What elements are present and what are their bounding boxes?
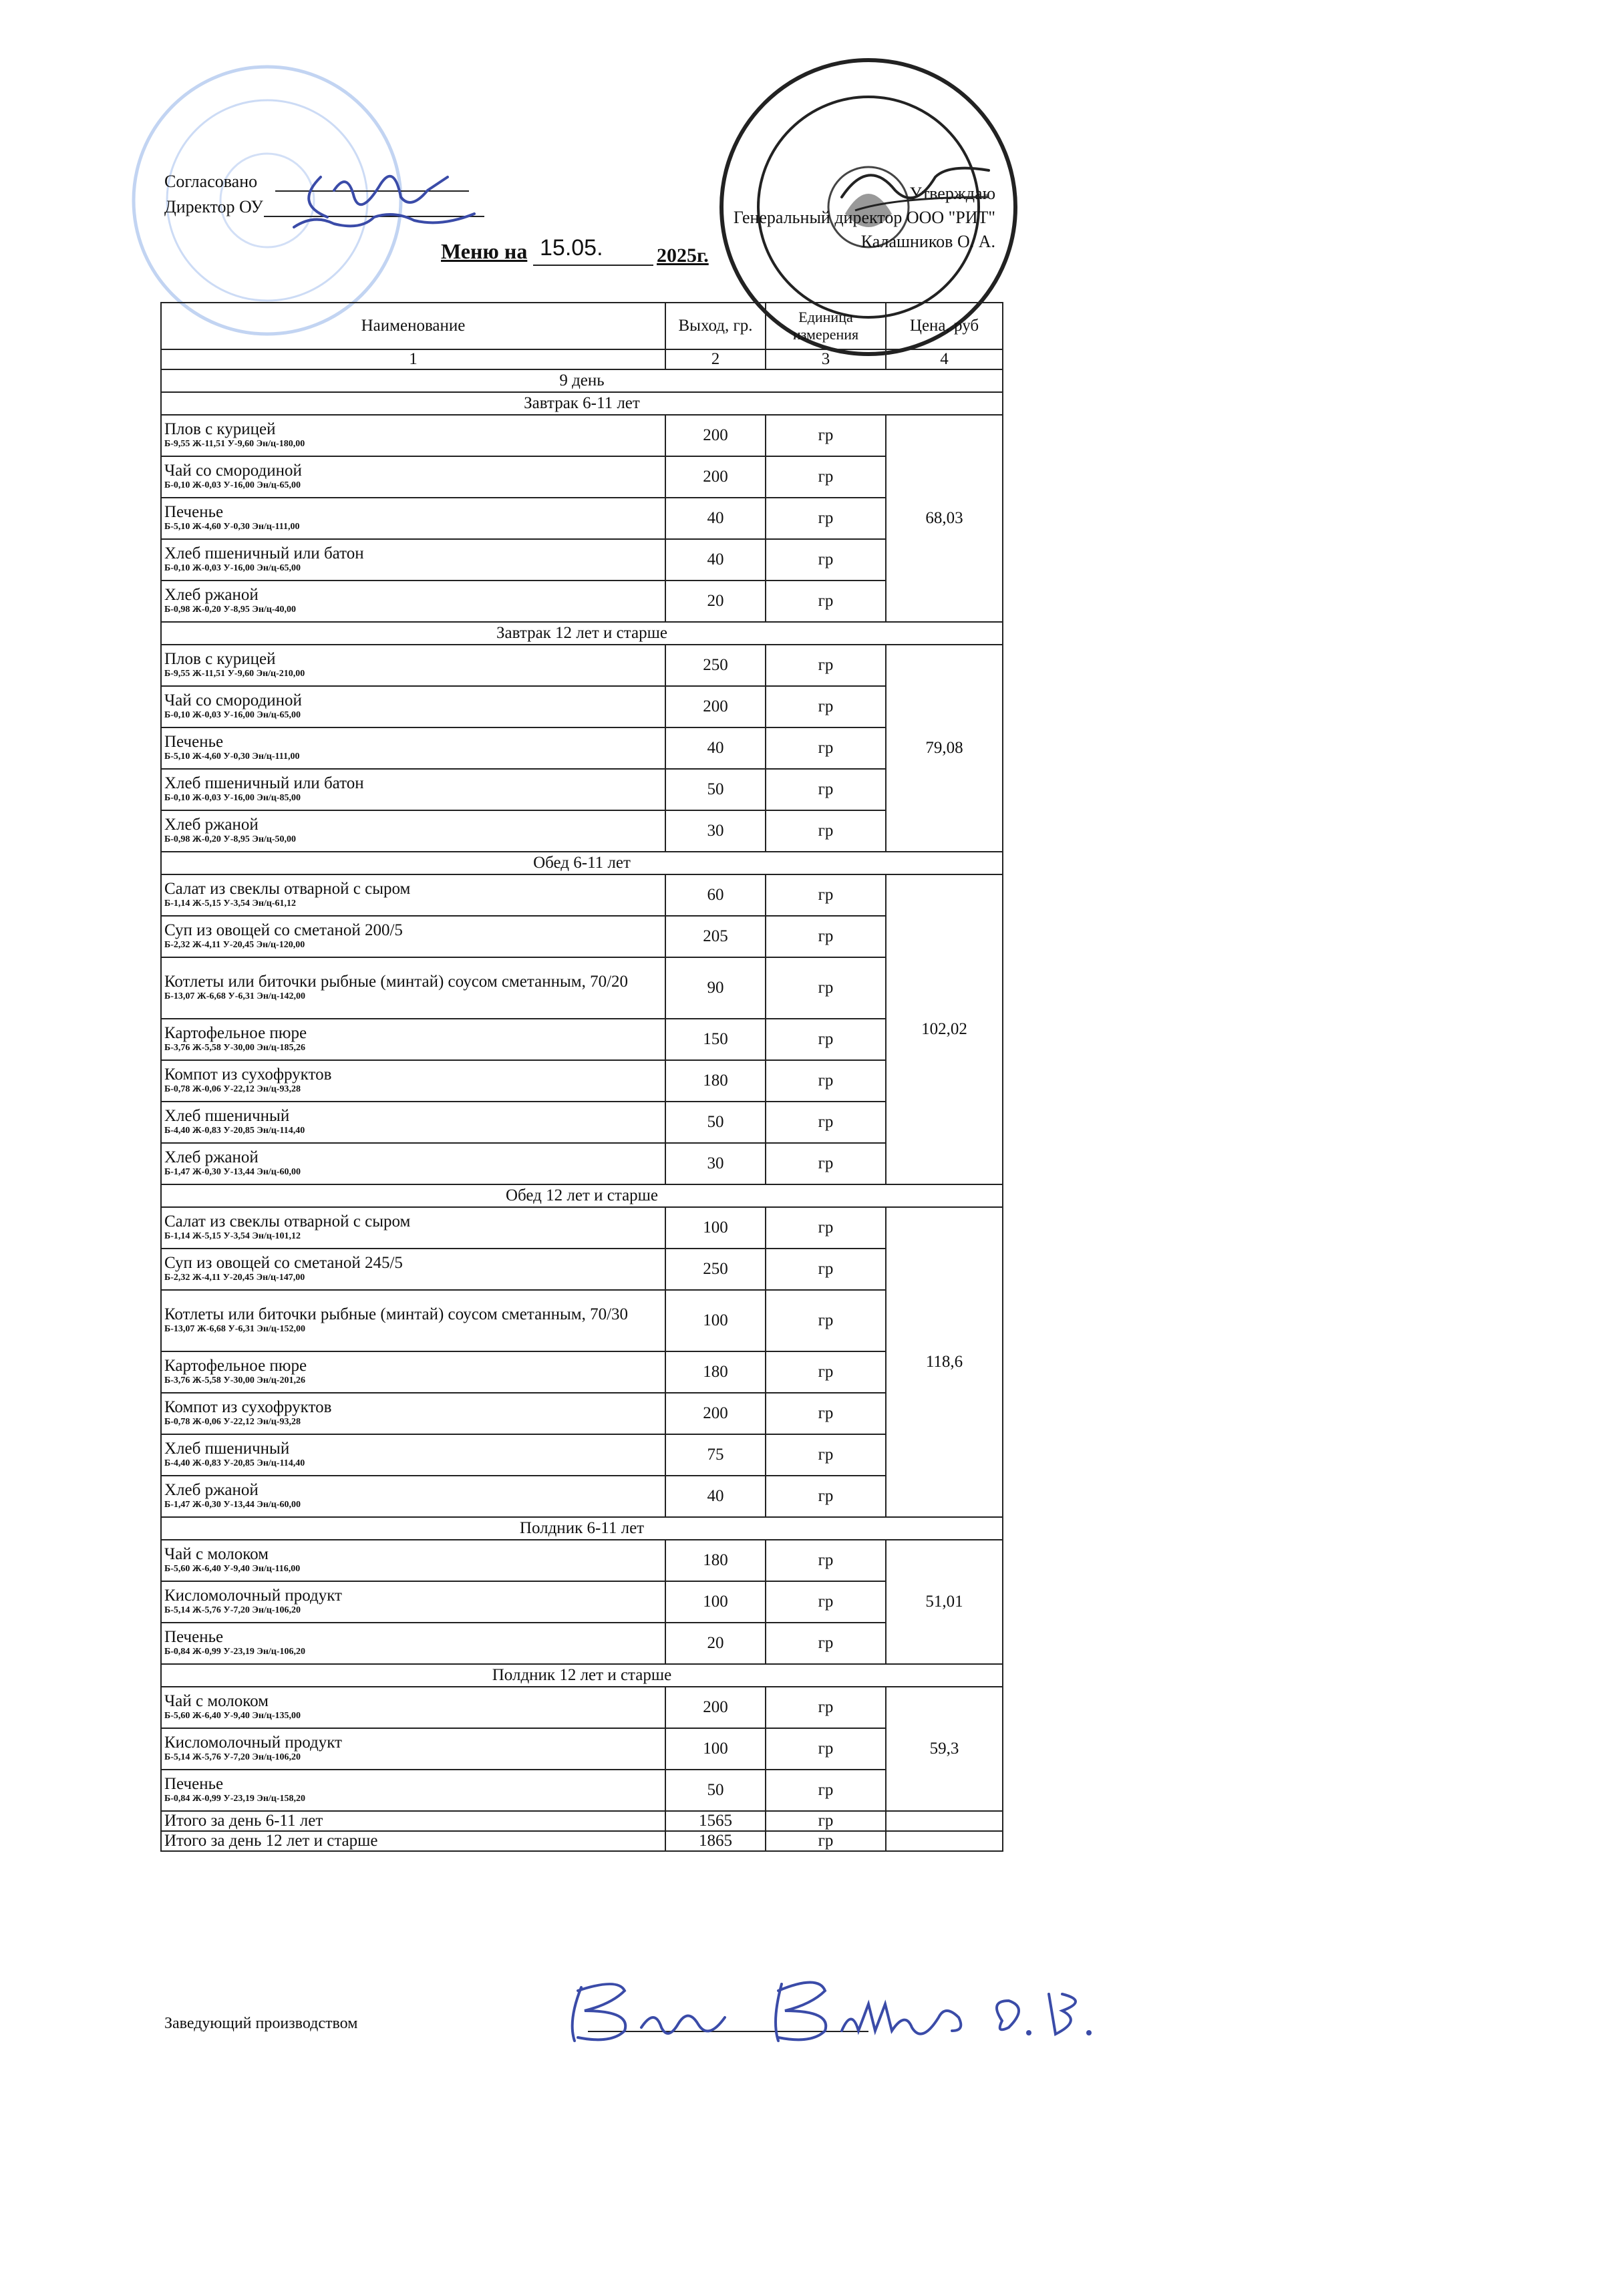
- section-price: 79,08: [886, 645, 1003, 852]
- menu-item-nutrition: Б-5,14 Ж-5,76 У-7,20 Эн/ц-106,20: [164, 1605, 301, 1615]
- menu-item-nutrition: Б-5,10 Ж-4,60 У-0,30 Эн/ц-111,00: [164, 752, 300, 762]
- menu-item-unit: гр: [766, 810, 886, 852]
- menu-item-cell: [161, 916, 665, 957]
- approval-right-position: Генеральный директор ООО "РИТ": [733, 208, 995, 227]
- menu-item-nutrition: Б-1,14 Ж-5,15 У-3,54 Эн/ц-61,12: [164, 898, 297, 909]
- menu-item-unit: гр: [766, 539, 886, 581]
- menu-item-name: Картофельное пюре: [164, 1024, 307, 1042]
- section-title: Полдник 6-11 лет: [161, 1517, 1003, 1540]
- section-title: Обед 6-11 лет: [161, 852, 1003, 874]
- menu-item-row: [161, 1687, 1003, 1728]
- menu-item-unit: гр: [766, 1351, 886, 1393]
- menu-item-unit: гр: [766, 1770, 886, 1811]
- section-price: 102,02: [886, 874, 1003, 1184]
- menu-item-output: 180: [665, 1060, 766, 1102]
- col-header-unit: Единица измерения: [766, 303, 886, 349]
- menu-date-line: [533, 265, 653, 266]
- menu-item-cell: [161, 1143, 665, 1184]
- total-row: [161, 1831, 1003, 1851]
- menu-item-output: 250: [665, 1249, 766, 1290]
- menu-item-nutrition: Б-4,40 Ж-0,83 У-20,85 Эн/ц-114,40: [164, 1126, 305, 1136]
- menu-item-cell: [161, 498, 665, 539]
- menu-item-row: [161, 1102, 1003, 1143]
- day-label: 9 день: [161, 369, 1003, 392]
- menu-item-cell: [161, 581, 665, 622]
- menu-item-output: 100: [665, 1290, 766, 1351]
- menu-item-row: [161, 1060, 1003, 1102]
- total-output: 1865: [665, 1831, 766, 1851]
- day-row: [161, 369, 1003, 392]
- menu-item-cell: [161, 1728, 665, 1770]
- menu-item-name: Хлеб пшеничный: [164, 1107, 290, 1125]
- menu-item-output: 50: [665, 769, 766, 810]
- menu-item-cell: [161, 1019, 665, 1060]
- menu-item-cell: [161, 1476, 665, 1517]
- menu-item-row: [161, 539, 1003, 581]
- menu-item-name: Котлеты или биточки рыбные (минтай) соусом сметанным, 70/20: [164, 973, 629, 991]
- menu-item-output: 75: [665, 1434, 766, 1476]
- menu-item-row: [161, 769, 1003, 810]
- menu-item-output: 50: [665, 1102, 766, 1143]
- menu-item-row: [161, 1770, 1003, 1811]
- menu-item-unit: гр: [766, 1728, 886, 1770]
- menu-item-cell: [161, 1540, 665, 1581]
- menu-item-unit: гр: [766, 1540, 886, 1581]
- menu-item-cell: [161, 874, 665, 916]
- menu-item-cell: [161, 686, 665, 727]
- approval-left-position: Директор ОУ: [164, 197, 263, 216]
- menu-item-cell: [161, 1060, 665, 1102]
- menu-item-row: [161, 874, 1003, 916]
- menu-item-output: 150: [665, 1019, 766, 1060]
- section-price: 118,6: [886, 1207, 1003, 1517]
- table-header-row: [161, 303, 1003, 349]
- menu-item-output: 200: [665, 1687, 766, 1728]
- menu-item-unit: гр: [766, 1019, 886, 1060]
- menu-item-unit: гр: [766, 727, 886, 769]
- menu-item-cell: [161, 1393, 665, 1434]
- footer-label: Заведующий производством: [164, 2015, 358, 2032]
- total-output: 1565: [665, 1811, 766, 1831]
- menu-item-unit: гр: [766, 415, 886, 456]
- menu-item-cell: [161, 1434, 665, 1476]
- col-number-2: 2: [665, 349, 766, 369]
- menu-item-nutrition: Б-3,76 Ж-5,58 У-30,00 Эн/ц-185,26: [164, 1043, 306, 1053]
- menu-item-name: Печенье: [164, 1775, 224, 1793]
- section-title: Полдник 12 лет и старше: [161, 1664, 1003, 1687]
- menu-item-name: Чай с молоком: [164, 1545, 269, 1563]
- menu-item-row: [161, 581, 1003, 622]
- menu-item-nutrition: Б-1,14 Ж-5,15 У-3,54 Эн/ц-101,12: [164, 1231, 301, 1241]
- menu-item-row: [161, 1143, 1003, 1184]
- menu-item-nutrition: Б-5,14 Ж-5,76 У-7,20 Эн/ц-106,20: [164, 1752, 301, 1762]
- menu-item-cell: [161, 810, 665, 852]
- menu-item-nutrition: Б-0,98 Ж-0,20 У-8,95 Эн/ц-50,00: [164, 834, 297, 844]
- menu-item-output: 180: [665, 1351, 766, 1393]
- col-number-1: 1: [161, 349, 665, 369]
- section-row: [161, 1517, 1003, 1540]
- menu-item-cell: [161, 1770, 665, 1811]
- menu-item-name: Чай со смородиной: [164, 462, 302, 480]
- menu-item-row: [161, 456, 1003, 498]
- total-row: [161, 1811, 1003, 1831]
- menu-item-unit: гр: [766, 1581, 886, 1623]
- menu-year: 2025г.: [657, 244, 709, 267]
- menu-table-body: [161, 303, 1003, 1851]
- menu-item-unit: гр: [766, 456, 886, 498]
- menu-item-row: [161, 1019, 1003, 1060]
- menu-item-cell: [161, 539, 665, 581]
- menu-item-output: 40: [665, 727, 766, 769]
- menu-item-nutrition: Б-2,32 Ж-4,11 У-20,45 Эн/ц-120,00: [164, 940, 305, 950]
- menu-item-cell: [161, 727, 665, 769]
- menu-item-row: [161, 1476, 1003, 1517]
- section-row: [161, 622, 1003, 645]
- menu-item-output: 100: [665, 1207, 766, 1249]
- menu-item-output: 40: [665, 539, 766, 581]
- section-row: [161, 392, 1003, 415]
- menu-item-nutrition: Б-0,10 Ж-0,03 У-16,00 Эн/ц-85,00: [164, 793, 301, 803]
- menu-item-row: [161, 1728, 1003, 1770]
- menu-item-unit: гр: [766, 645, 886, 686]
- menu-item-nutrition: Б-4,40 Ж-0,83 У-20,85 Эн/ц-114,40: [164, 1458, 305, 1468]
- menu-item-row: [161, 810, 1003, 852]
- approval-left-title: Согласовано: [164, 172, 258, 191]
- menu-item-nutrition: Б-13,07 Ж-6,68 У-6,31 Эн/ц-152,00: [164, 1324, 306, 1334]
- director-signature-icon: [281, 150, 494, 251]
- menu-item-nutrition: Б-1,47 Ж-0,30 У-13,44 Эн/ц-60,00: [164, 1167, 301, 1177]
- menu-item-output: 30: [665, 1143, 766, 1184]
- menu-item-row: [161, 415, 1003, 456]
- col-header-name: Наименование: [161, 303, 665, 349]
- menu-item-output: 30: [665, 810, 766, 852]
- menu-item-nutrition: Б-0,10 Ж-0,03 У-16,00 Эн/ц-65,00: [164, 563, 301, 573]
- section-row: [161, 1664, 1003, 1687]
- menu-item-unit: гр: [766, 1687, 886, 1728]
- menu-item-unit: гр: [766, 1476, 886, 1517]
- menu-item-name: Котлеты или биточки рыбные (минтай) соусом сметанным, 70/30: [164, 1305, 629, 1323]
- menu-item-name: Печенье: [164, 503, 224, 521]
- menu-item-output: 200: [665, 1393, 766, 1434]
- menu-item-cell: [161, 1351, 665, 1393]
- menu-item-row: [161, 645, 1003, 686]
- menu-item-output: 205: [665, 916, 766, 957]
- menu-item-output: 40: [665, 1476, 766, 1517]
- menu-item-name: Хлеб ржаной: [164, 816, 259, 834]
- menu-item-nutrition: Б-5,60 Ж-6,40 У-9,40 Эн/ц-116,00: [164, 1564, 301, 1574]
- menu-item-unit: гр: [766, 957, 886, 1019]
- menu-item-nutrition: Б-13,07 Ж-6,68 У-6,31 Эн/ц-142,00: [164, 991, 306, 1001]
- menu-item-unit: гр: [766, 1143, 886, 1184]
- menu-item-cell: [161, 1581, 665, 1623]
- menu-item-nutrition: Б-3,76 Ж-5,58 У-30,00 Эн/ц-201,26: [164, 1375, 306, 1385]
- col-header-price: Цена, руб: [886, 303, 1003, 349]
- menu-item-nutrition: Б-0,84 Ж-0,99 У-23,19 Эн/ц-158,20: [164, 1794, 306, 1804]
- menu-item-nutrition: Б-0,98 Ж-0,20 У-8,95 Эн/ц-40,00: [164, 605, 297, 615]
- menu-item-name: Хлеб ржаной: [164, 1481, 259, 1499]
- menu-item-unit: гр: [766, 1434, 886, 1476]
- menu-item-unit: гр: [766, 498, 886, 539]
- menu-item-row: [161, 727, 1003, 769]
- menu-item-name: Хлеб пшеничный или батон: [164, 544, 364, 562]
- menu-item-output: 100: [665, 1728, 766, 1770]
- menu-item-unit: гр: [766, 1393, 886, 1434]
- menu-item-output: 50: [665, 1770, 766, 1811]
- menu-item-unit: гр: [766, 1207, 886, 1249]
- menu-item-name: Компот из сухофруктов: [164, 1398, 332, 1416]
- col-number-4: 4: [886, 349, 1003, 369]
- menu-item-cell: [161, 645, 665, 686]
- menu-item-nutrition: Б-5,60 Ж-6,40 У-9,40 Эн/ц-135,00: [164, 1711, 301, 1721]
- menu-item-output: 20: [665, 581, 766, 622]
- menu-item-row: [161, 957, 1003, 1019]
- menu-item-name: Кисломолочный продукт: [164, 1734, 342, 1752]
- menu-item-nutrition: Б-9,55 Ж-11,51 У-9,60 Эн/ц-210,00: [164, 669, 305, 679]
- menu-item-name: Плов с курицей: [164, 650, 276, 668]
- menu-item-output: 250: [665, 645, 766, 686]
- menu-item-unit: гр: [766, 1290, 886, 1351]
- menu-item-name: Хлеб пшеничный или батон: [164, 774, 364, 792]
- approval-right-title: Утверждаю: [909, 184, 995, 203]
- menu-item-row: [161, 686, 1003, 727]
- menu-item-nutrition: Б-0,84 Ж-0,99 У-23,19 Эн/ц-106,20: [164, 1647, 306, 1657]
- section-price: 68,03: [886, 415, 1003, 622]
- menu-item-cell: [161, 1102, 665, 1143]
- section-price: 51,01: [886, 1540, 1003, 1664]
- menu-item-unit: гр: [766, 1249, 886, 1290]
- menu-item-unit: гр: [766, 1623, 886, 1664]
- menu-item-row: [161, 1581, 1003, 1623]
- menu-item-nutrition: Б-9,55 Ж-11,51 У-9,60 Эн/ц-180,00: [164, 439, 305, 449]
- menu-item-row: [161, 498, 1003, 539]
- menu-item-unit: гр: [766, 1060, 886, 1102]
- director-signature-right-icon: [828, 144, 1002, 230]
- menu-item-name: Чай со смородиной: [164, 691, 302, 709]
- total-unit: гр: [766, 1831, 886, 1851]
- total-unit: гр: [766, 1811, 886, 1831]
- menu-item-row: [161, 1207, 1003, 1249]
- menu-table: [160, 302, 1003, 1852]
- menu-item-name: Суп из овощей со сметаной 200/5: [164, 921, 403, 939]
- menu-item-unit: гр: [766, 769, 886, 810]
- menu-item-row: [161, 1434, 1003, 1476]
- menu-item-output: 60: [665, 874, 766, 916]
- menu-item-row: [161, 1623, 1003, 1664]
- menu-item-cell: [161, 1207, 665, 1249]
- menu-item-name: Хлеб ржаной: [164, 586, 259, 604]
- section-title: Завтрак 12 лет и старше: [161, 622, 1003, 645]
- menu-item-unit: гр: [766, 686, 886, 727]
- menu-item-output: 100: [665, 1581, 766, 1623]
- menu-item-name: Картофельное пюре: [164, 1357, 307, 1375]
- menu-item-row: [161, 1351, 1003, 1393]
- approval-right-name: Калашников О. А.: [860, 232, 995, 251]
- menu-item-output: 200: [665, 456, 766, 498]
- menu-item-cell: [161, 1687, 665, 1728]
- menu-item-output: 200: [665, 415, 766, 456]
- menu-item-cell: [161, 957, 665, 1019]
- menu-item-unit: гр: [766, 581, 886, 622]
- menu-item-nutrition: Б-0,78 Ж-0,06 У-22,12 Эн/ц-93,28: [164, 1084, 301, 1094]
- menu-item-nutrition: Б-1,47 Ж-0,30 У-13,44 Эн/ц-60,00: [164, 1500, 301, 1510]
- col-number-3: 3: [766, 349, 886, 369]
- total-price-empty: [886, 1811, 1003, 1831]
- menu-item-cell: [161, 1290, 665, 1351]
- section-price: 59,3: [886, 1687, 1003, 1811]
- menu-item-name: Хлеб ржаной: [164, 1148, 259, 1166]
- menu-item-name: Чай с молоком: [164, 1692, 269, 1710]
- section-title: Завтрак 6-11 лет: [161, 392, 1003, 415]
- menu-item-cell: [161, 769, 665, 810]
- menu-item-unit: гр: [766, 916, 886, 957]
- menu-item-output: 40: [665, 498, 766, 539]
- menu-item-name: Суп из овощей со сметаной 245/5: [164, 1254, 403, 1272]
- menu-item-name: Салат из свеклы отварной с сыром: [164, 880, 411, 898]
- menu-item-name: Кисломолочный продукт: [164, 1587, 342, 1605]
- menu-item-output: 90: [665, 957, 766, 1019]
- menu-item-row: [161, 1290, 1003, 1351]
- menu-item-unit: гр: [766, 874, 886, 916]
- menu-item-cell: [161, 1249, 665, 1290]
- menu-item-nutrition: Б-0,10 Ж-0,03 У-16,00 Эн/ц-65,00: [164, 480, 301, 490]
- menu-item-nutrition: Б-0,78 Ж-0,06 У-22,12 Эн/ц-93,28: [164, 1417, 301, 1427]
- menu-item-name: Печенье: [164, 1628, 224, 1646]
- table-numbers-row: [161, 349, 1003, 369]
- menu-item-nutrition: Б-5,10 Ж-4,60 У-0,30 Эн/ц-111,00: [164, 522, 300, 532]
- menu-item-name: Плов с курицей: [164, 420, 276, 438]
- footer-signature-icon: [561, 1974, 1149, 2054]
- menu-item-name: Печенье: [164, 733, 224, 751]
- menu-item-nutrition: Б-0,10 Ж-0,03 У-16,00 Эн/ц-65,00: [164, 710, 301, 720]
- menu-item-cell: [161, 1623, 665, 1664]
- menu-item-row: [161, 916, 1003, 957]
- approval-left: [164, 172, 263, 217]
- menu-item-cell: [161, 415, 665, 456]
- menu-item-output: 200: [665, 686, 766, 727]
- menu-item-nutrition: Б-2,32 Ж-4,11 У-20,45 Эн/ц-147,00: [164, 1273, 305, 1283]
- total-price-empty: [886, 1831, 1003, 1851]
- menu-date: 15.05.: [540, 235, 603, 261]
- menu-item-cell: [161, 456, 665, 498]
- total-name: Итого за день 12 лет и старше: [161, 1831, 665, 1851]
- menu-item-name: Салат из свеклы отварной с сыром: [164, 1212, 411, 1231]
- menu-item-output: 180: [665, 1540, 766, 1581]
- menu-item-row: [161, 1393, 1003, 1434]
- menu-item-output: 20: [665, 1623, 766, 1664]
- menu-item-row: [161, 1249, 1003, 1290]
- section-title: Обед 12 лет и старше: [161, 1184, 1003, 1207]
- menu-title: Меню на: [441, 239, 528, 263]
- menu-item-unit: гр: [766, 1102, 886, 1143]
- col-header-output: Выход, гр.: [665, 303, 766, 349]
- menu-item-name: Хлеб пшеничный: [164, 1440, 290, 1458]
- menu-item-name: Компот из сухофруктов: [164, 1065, 332, 1084]
- section-row: [161, 852, 1003, 874]
- section-row: [161, 1184, 1003, 1207]
- menu-item-row: [161, 1540, 1003, 1581]
- total-name: Итого за день 6-11 лет: [161, 1811, 665, 1831]
